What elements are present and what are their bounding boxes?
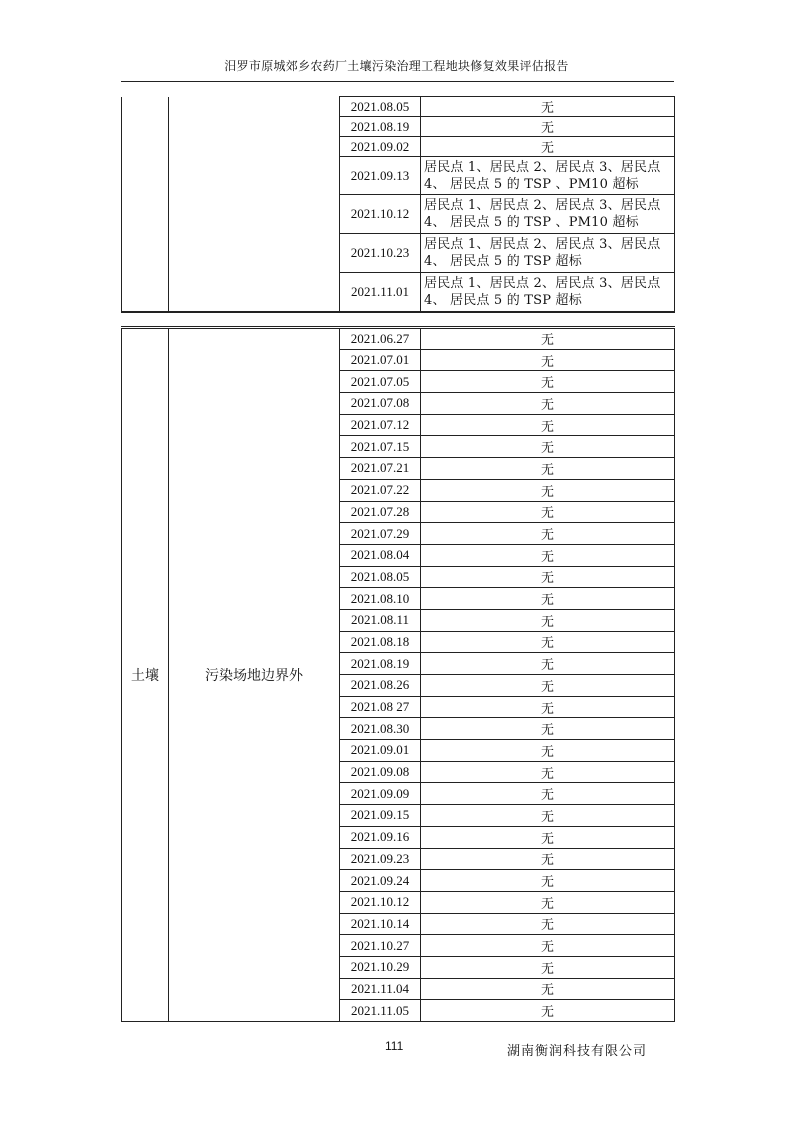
date-cell: 2021.08.11	[340, 609, 421, 631]
page-number: 111	[385, 1039, 404, 1053]
category-cell-empty	[122, 97, 169, 312]
date-cell: 2021.07.05	[340, 371, 421, 393]
date-cell: 2021.07.22	[340, 479, 421, 501]
location-cell: 污染场地边界外	[169, 328, 340, 1022]
result-cell	[421, 273, 675, 312]
date-cell: 2021.08.18	[340, 631, 421, 653]
result-cell: 无	[421, 913, 675, 935]
date-cell: 2021.09.01	[340, 740, 421, 762]
result-line-2: 4、 居民点 5 的 TSP 超标	[424, 292, 582, 308]
date-cell: 2021.06.27	[340, 328, 421, 350]
category-cell: 土壤	[122, 328, 169, 1022]
date-cell: 2021.07.15	[340, 436, 421, 458]
result-cell: 无	[421, 609, 675, 631]
result-cell: 无	[421, 848, 675, 870]
date-cell: 2021.09.02	[340, 137, 421, 157]
date-cell: 2021.07.08	[340, 393, 421, 415]
date-cell: 2021.09.13	[340, 157, 421, 195]
result-cell: 无	[421, 588, 675, 610]
result-cell: 无	[421, 566, 675, 588]
date-cell: 2021.11.01	[340, 273, 421, 312]
result-cell: 无	[421, 414, 675, 436]
result-cell: 无	[421, 436, 675, 458]
date-cell: 2021.08.05	[340, 97, 421, 117]
result-cell: 无	[421, 675, 675, 697]
date-cell: 2021.07.28	[340, 501, 421, 523]
result-cell: 无	[421, 978, 675, 1000]
date-cell: 2021.08.19	[340, 117, 421, 137]
result-cell: 无	[421, 458, 675, 480]
result-cell: 无	[421, 740, 675, 762]
date-cell: 2021.08.04	[340, 544, 421, 566]
date-cell: 2021.07.12	[340, 414, 421, 436]
result-line-2: 4、 居民点 5 的 TSP 超标	[424, 254, 582, 269]
date-cell: 2021.08.19	[340, 653, 421, 675]
date-cell: 2021.08.26	[340, 675, 421, 697]
date-cell: 2021.08.10	[340, 588, 421, 610]
date-cell: 2021.08.30	[340, 718, 421, 740]
result-cell: 无	[421, 328, 675, 350]
result-cell: 无	[421, 631, 675, 653]
date-cell: 2021.11.05	[340, 1000, 421, 1022]
date-cell: 2021.10.14	[340, 913, 421, 935]
result-cell: 无	[421, 935, 675, 957]
table-row	[122, 328, 675, 350]
result-cell: 无	[421, 653, 675, 675]
date-cell: 2021.07.21	[340, 458, 421, 480]
result-cell: 无	[421, 371, 675, 393]
result-cell: 无	[421, 718, 675, 740]
date-cell: 2021.09.09	[340, 783, 421, 805]
result-line-2: 4、 居民点 5 的 TSP 、PM10 超标	[424, 176, 639, 192]
date-cell: 2021.08 27	[340, 696, 421, 718]
result-cell: 无	[421, 870, 675, 892]
date-cell: 2021.10.23	[340, 234, 421, 273]
result-cell: 无	[421, 783, 675, 805]
date-cell: 2021.08.05	[340, 566, 421, 588]
result-cell: 无	[421, 501, 675, 523]
date-cell: 2021.09.23	[340, 848, 421, 870]
result-cell: 无	[421, 761, 675, 783]
result-cell: 无	[421, 696, 675, 718]
result-cell: 无	[421, 523, 675, 545]
date-cell: 2021.10.12	[340, 891, 421, 913]
result-line-1: 居民点 1、居民点 2、居民点 3、居民点	[424, 198, 661, 213]
result-cell: 无	[421, 826, 675, 848]
result-line-1: 居民点 1、居民点 2、居民点 3、居民点	[424, 237, 661, 252]
result-cell: 无	[421, 544, 675, 566]
location-cell-empty	[169, 97, 340, 312]
date-cell: 2021.10.29	[340, 956, 421, 978]
exceedance-table-continued	[121, 96, 675, 313]
header-rule	[121, 81, 674, 82]
result-cell: 无	[421, 1000, 675, 1022]
result-line-1: 居民点 1、居民点 2、居民点 3、居民点	[424, 275, 661, 291]
date-cell: 2021.09.08	[340, 761, 421, 783]
result-cell: 无	[421, 891, 675, 913]
date-cell: 2021.09.24	[340, 870, 421, 892]
result-line-2: 4、 居民点 5 的 TSP 、PM10 超标	[424, 215, 639, 230]
result-cell	[421, 157, 675, 195]
soil-exceedance-table	[121, 326, 675, 1022]
result-cell	[421, 234, 675, 273]
date-cell: 2021.10.27	[340, 935, 421, 957]
result-cell: 无	[421, 393, 675, 415]
date-cell: 2021.07.29	[340, 523, 421, 545]
result-cell: 无	[421, 137, 675, 157]
date-cell: 2021.07.01	[340, 349, 421, 371]
result-line-1: 居民点 1、居民点 2、居民点 3、居民点	[424, 159, 661, 175]
result-cell: 无	[421, 479, 675, 501]
company-name: 湖南衡润科技有限公司	[507, 1044, 648, 1059]
table-row	[122, 97, 675, 117]
page-header-title: 汨罗市原城郊乡农药厂土壤污染治理工程地块修复效果评估报告	[224, 59, 569, 73]
result-cell: 无	[421, 97, 675, 117]
result-cell: 无	[421, 805, 675, 827]
date-cell: 2021.09.15	[340, 805, 421, 827]
date-cell: 2021.11.04	[340, 978, 421, 1000]
date-cell: 2021.10.12	[340, 195, 421, 234]
result-cell: 无	[421, 956, 675, 978]
result-cell	[421, 195, 675, 234]
date-cell: 2021.09.16	[340, 826, 421, 848]
result-cell: 无	[421, 349, 675, 371]
result-cell: 无	[421, 117, 675, 137]
